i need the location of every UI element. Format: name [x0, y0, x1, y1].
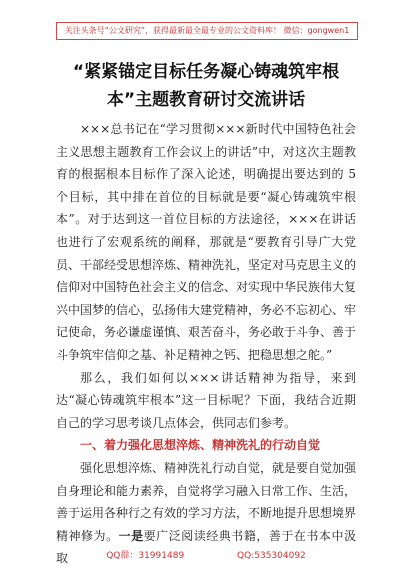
body-paragraph: 那么，我们如何以×××讲话精神为指导，来到达“凝心铸魂筑牢根本”这一目标呢？下面，我结合近期自己的学习思考谈几点体会，供同志们参考。: [56, 370, 356, 430]
section-paragraph-bold: 一是: [118, 528, 144, 543]
header-banner: 关注头条号“公文研究”，获得最新最全最专业的公文资料库！ 微信：gongwen1: [56, 22, 358, 40]
footer-qq-group: QQ群：31991489: [106, 551, 185, 561]
document-title: “紧紧锚定目标任务凝心铸魂筑牢根本”主题教育研讨交流讲话: [72, 62, 340, 110]
section-paragraph-tail: 要广泛阅读经典书籍，善于在书本中汲取: [56, 528, 356, 566]
section-heading: 一、着力强化思想淬炼、精神洗礼的行动自觉: [80, 438, 321, 453]
section-paragraph-intro: 强化思想淬炼、精神洗礼行动自觉，就是要自觉加强自身理论和能力素养，自觉将学习融入日常工作、生活，善于运用各种行之有效的学习方法，不断地提升思想境界精神修为。: [56, 460, 357, 543]
footer-qq: QQ:535304092: [237, 551, 306, 561]
page-footer: [56, 548, 356, 561]
body-paragraph: ×××总书记在“学习贯彻×××新时代中国特色社会主义思想主题教育工作会议上的讲话”中，对这次主题教育的根据根本目标作了深入论述，明确提出要达到的 5 个目标，其中排在首位的目标就是要“凝心铸魂筑牢根本”。对于达到这一首位目标的方法途径，×××在讲话也进行了宏观系统的阐释，那就是“要教育引导广大党员、干部经受思想淬炼、精神洗礼，坚定对马克思主义的信仰对中国特色社会主义的信念、对实现中华民族伟大复兴中国梦的信心，弘扬伟大建党精神，务必不忘初心、牢记使命，务必谦虚谨慎、艰苦奋斗，务必敢于斗争、善于斗争筑牢信仰之基、补足精神之钙、把稳思想之舵。”: [56, 122, 357, 362]
